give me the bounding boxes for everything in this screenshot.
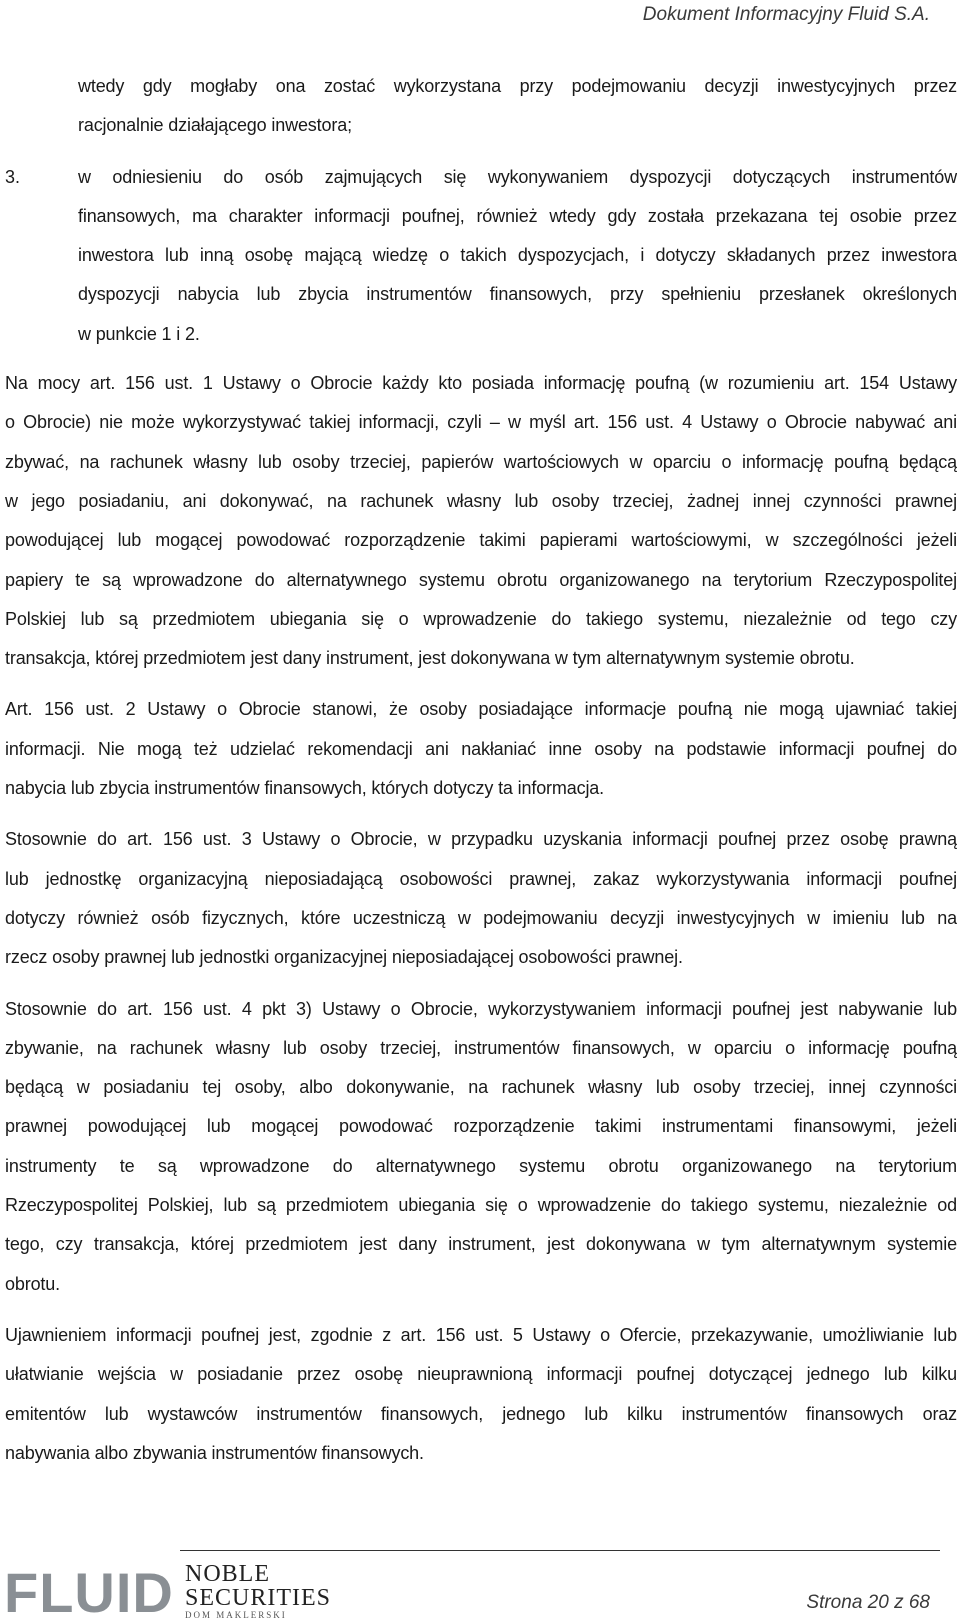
text-line: rzecz osoby prawnej lub jednostki organizacyjnej nieposiadającej osobowości prawnej. [5, 947, 683, 968]
paragraph [5, 1316, 957, 1473]
text-line: finansowych, ma charakter informacji poufnej, również wtedy gdy została przekazana tej osobie przez [78, 205, 957, 226]
text-line: dyspozycji nabycia lub zbycia instrumentów finansowych, przy spełnieniu przesłanek określonych [78, 284, 957, 305]
text-line: racjonalnie działającego inwestora; [78, 115, 352, 136]
text-line: ułatwianie wejścia w posiadanie przez osobę nieuprawnioną informacji poufnej dotyczącej jednego lub kilku [5, 1364, 957, 1385]
text-line: Na mocy art. 156 ust. 1 Ustawy o Obrocie każdy kto posiada informację poufną (w rozumieniu art. 154 Ustawy [5, 373, 957, 394]
noble-logo-line-3: DOM MAKLERSKI [185, 1610, 287, 1620]
footer-divider [180, 1550, 940, 1551]
text-line: emitentów lub wystawców instrumentów finansowych, jednego lub kilku instrumentów finansowych oraz [5, 1403, 957, 1424]
text-line: powodującej lub mogącej powodować rozporządzenie takimi papierami wartościowymi, w szczególności jeżeli [5, 530, 957, 551]
text-line: będącą w posiadaniu tej osoby, albo dokonywanie, na rachunek własny lub osoby trzeciej, innej czynności [5, 1077, 957, 1098]
text-line: papiery te są wprowadzone do alternatywnego systemu obrotu organizowanego na terytorium Rzeczypospolitej [5, 569, 957, 590]
noble-logo-line-1: NOBLE [185, 1561, 270, 1587]
paragraph [5, 990, 957, 1304]
text-line: dotyczy również osób fizycznych, które uczestniczą w podejmowaniu decyzji inwestycyjnych w imieniu lub na [5, 907, 957, 928]
text-line: Stosownie do art. 156 ust. 4 pkt 3) Ustawy o Obrocie, wykorzystywaniem informacji poufnej jest nabywanie lub [5, 998, 957, 1019]
list-item-3 [5, 158, 957, 354]
text-line: Ujawnieniem informacji poufnej jest, zgodnie z art. 156 ust. 5 Ustawy o Ofercie, przekazywanie, umożliwianie lub [5, 1324, 957, 1345]
paragraph [5, 820, 957, 977]
text-line: w punkcie 1 i 2. [78, 323, 200, 344]
text-line: prawnej powodującej lub mogącej powodować rozporządzenie takimi instrumentami finansowymi, jeżeli [5, 1116, 957, 1137]
text-line: Polskiej lub są przedmiotem ubiegania się o wprowadzenie do takiego systemu, niezależnie od tego czy [5, 608, 957, 629]
noble-securities-logo [185, 1562, 331, 1620]
text-line: Stosownie do art. 156 ust. 3 Ustawy o Obrocie, w przypadku uzyskania informacji poufnej przez osobę prawną [5, 829, 957, 850]
text-line: nabywania albo zbywania instrumentów finansowych. [5, 1442, 424, 1463]
text-line: transakcja, której przedmiotem jest dany instrument, jest dokonywana w tym alternatywnym systemie obrotu. [5, 648, 855, 669]
text-line: instrumenty te są wprowadzone do alternatywnego systemu obrotu organizowanego na terytorium [5, 1155, 957, 1176]
list-number: 3. [5, 166, 21, 187]
text-line: Rzeczypospolitej Polskiej, lub są przedmiotem ubiegania się o wprowadzenie do takiego systemu, niezależnie od [5, 1195, 957, 1216]
page-number: Strona 20 z 68 [806, 1592, 930, 1613]
text-line: zbywać, na rachunek własny lub osoby trzeciej, papierów wartościowych w oparciu o informację poufną będącą [5, 451, 957, 472]
document-body [5, 67, 957, 1473]
text-line: w odniesieniu do osób zajmujących się wykonywaniem dyspozycji dotyczących instrumentów [78, 166, 957, 187]
text-line: o Obrocie) nie może wykorzystywać takiej informacji, czyli – w myśl art. 156 ust. 4 Ustawy o Obrocie nabywać ani [5, 412, 957, 433]
text-line: wtedy gdy mogłaby ona zostać wykorzystana przy podejmowaniu decyzji inwestycyjnych przez [78, 76, 957, 96]
paragraph [5, 690, 957, 808]
text-line: informacji. Nie mogą też udzielać rekomendacji ani nakłaniać inne osoby na podstawie informacji poufnej do [5, 738, 957, 759]
list-item-2-tail [5, 67, 957, 146]
text-line: Art. 156 ust. 2 Ustawy o Obrocie stanowi, że osoby posiadające informacje poufną nie mogą ujawniać takiej [5, 699, 957, 720]
text-line: inwestora lub inną osobę mającą wiedzę o takich dyspozycjach, i dotyczy składanych przez inwestora [78, 245, 957, 266]
text-line: lub jednostkę organizacyjną nieposiadającą osobowości prawnej, zakaz wykorzystywania informacji poufnej [5, 868, 957, 889]
noble-logo-line-2: SECURITIES [185, 1585, 332, 1611]
text-line: tego, czy transakcja, której przedmiotem jest dany instrument, jest dokonywana w tym alternatywnym systemie [5, 1234, 957, 1255]
paragraph [5, 364, 957, 678]
text-line: w jego posiadaniu, ani dokonywać, na rachunek własny lub osoby trzeciej, żadnej innej czynności prawnej [5, 490, 957, 511]
fluid-logo: FLUID [4, 1561, 174, 1624]
text-line: zbywanie, na rachunek własny lub osoby trzeciej, instrumentów finansowych, w oparciu o informację poufną [5, 1037, 957, 1058]
document-header-title: Dokument Informacyjny Fluid S.A. [642, 4, 930, 25]
text-line: obrotu. [5, 1273, 60, 1294]
text-line: nabycia lub zbycia instrumentów finansowych, których dotyczy ta informacja. [5, 778, 605, 799]
